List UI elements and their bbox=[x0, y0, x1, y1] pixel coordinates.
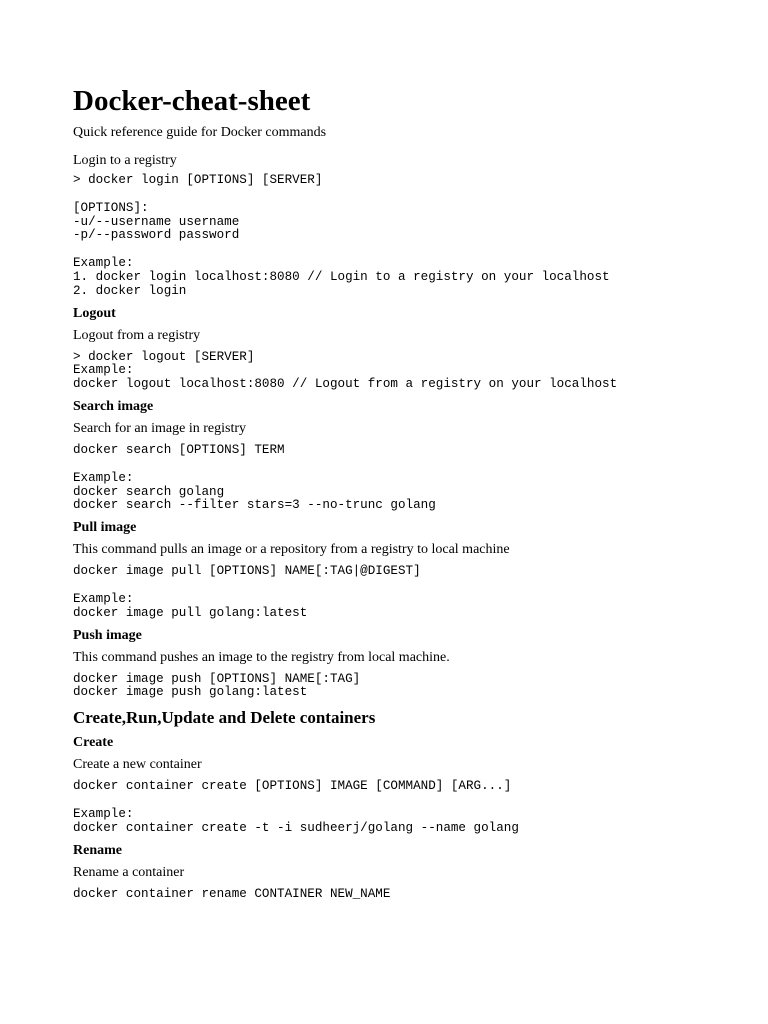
push-code: docker image push [OPTIONS] NAME[:TAG] docker image push golang:latest bbox=[73, 671, 361, 700]
push-description: This command pushes an image to the registry from local machine. bbox=[73, 649, 450, 665]
create-description: Create a new container bbox=[73, 757, 202, 773]
search-command: docker search [OPTIONS] TERM bbox=[73, 442, 285, 457]
rename-heading: Rename bbox=[73, 842, 122, 858]
push-heading: Push image bbox=[73, 627, 142, 643]
page-title: Docker-cheat-sheet bbox=[73, 85, 311, 117]
create-command: docker container create [OPTIONS] IMAGE [COMMAND] [ARG...] bbox=[73, 779, 512, 794]
pull-command: docker image pull [OPTIONS] NAME[:TAG|@DIGEST] bbox=[73, 564, 421, 579]
page-subtitle: Quick reference guide for Docker commands bbox=[73, 125, 327, 140]
pull-description: This command pulls an image or a repository from a registry to local machine bbox=[73, 542, 510, 558]
logout-code: > docker logout [SERVER] Example: docker logout localhost:8080 // Logout from a registry on your localhost bbox=[73, 349, 618, 392]
containers-heading: Create,Run,Update and Delete containers bbox=[73, 708, 376, 728]
login-example: Example: 1. docker login localhost:8080 // Login to a registry on your localhost 2. docker login bbox=[73, 256, 610, 298]
rename-description: Rename a container bbox=[73, 864, 185, 880]
login-command: > docker login [OPTIONS] [SERVER] bbox=[73, 173, 323, 187]
search-example: Example: docker search golang docker search --filter stars=3 --no-trunc golang bbox=[73, 470, 436, 513]
login-options: [OPTIONS]: -u/--username username -p/--password password bbox=[73, 200, 240, 243]
search-description: Search for an image in registry bbox=[73, 420, 246, 436]
login-description: Login to a registry bbox=[73, 153, 177, 168]
logout-heading: Logout bbox=[73, 305, 116, 321]
search-heading: Search image bbox=[73, 398, 154, 414]
create-example: Example: docker container create -t -i sudheerj/golang --name golang bbox=[73, 806, 519, 835]
document-page bbox=[73, 84, 753, 907]
pull-heading: Pull image bbox=[73, 520, 137, 536]
pull-example: Example: docker image pull golang:latest bbox=[73, 591, 308, 620]
create-heading: Create bbox=[73, 735, 114, 751]
rename-command: docker container rename CONTAINER NEW_NAME bbox=[73, 886, 391, 901]
logout-description: Logout from a registry bbox=[73, 327, 201, 343]
